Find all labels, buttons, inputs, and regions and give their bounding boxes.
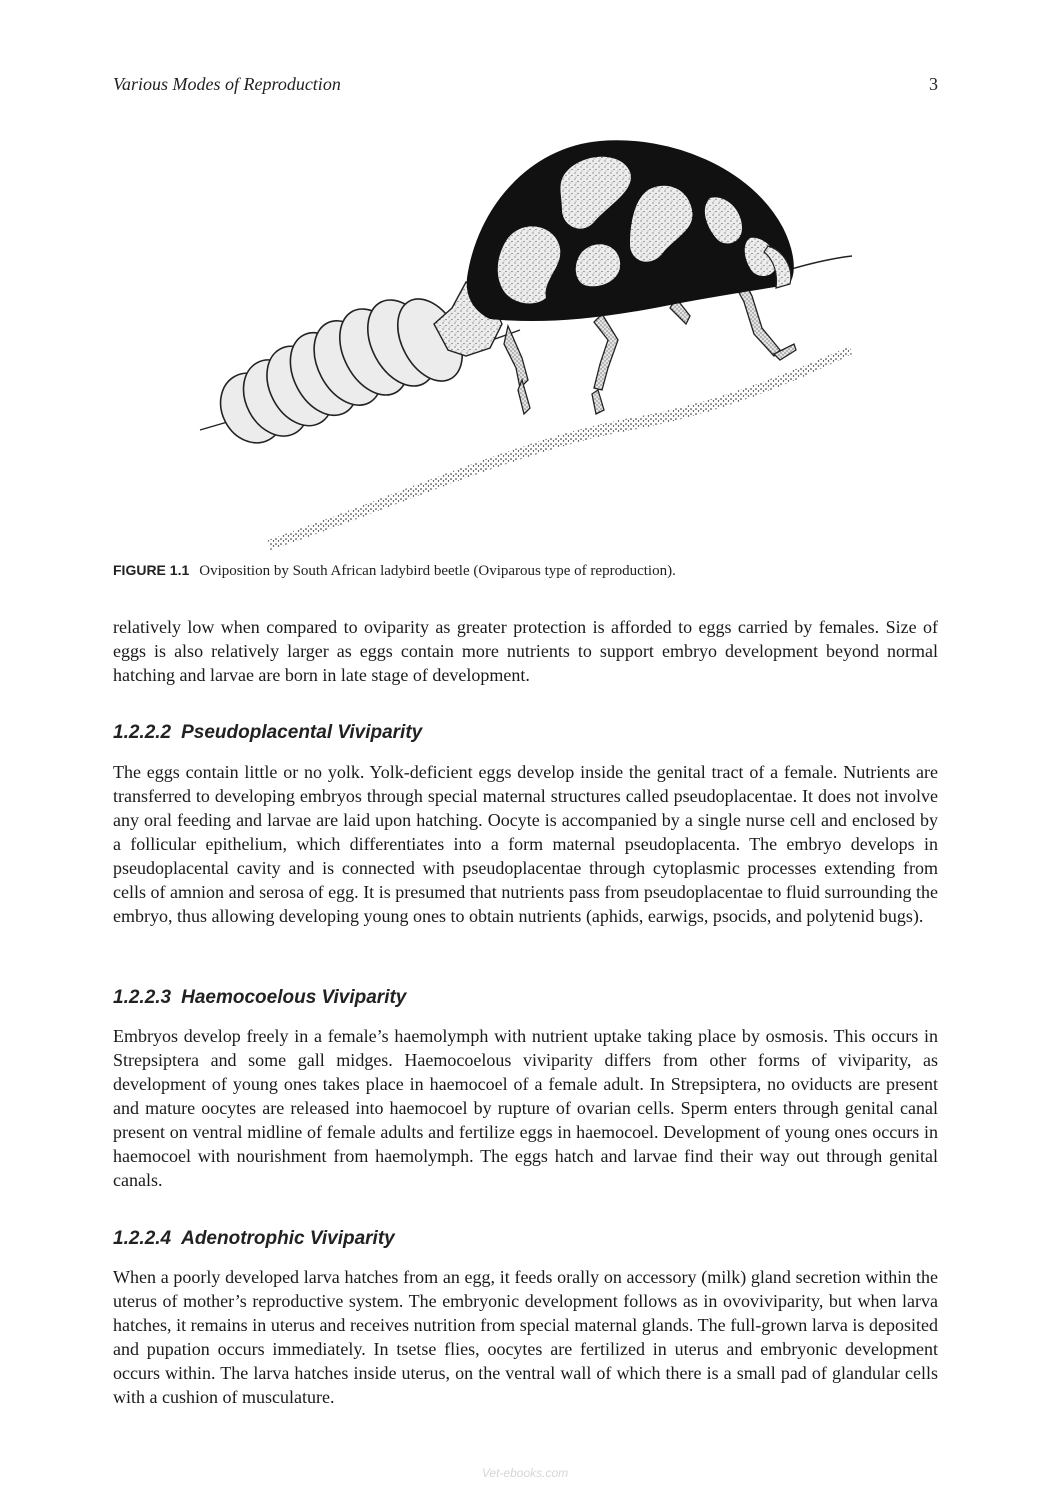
section-paragraph: When a poorly developed larva hatches from an egg, it feeds orally on accessory (milk) gland secretion within the uterus of mother’s reproductive system. The embryonic development follows as in ovoviviparity, but when larva hatches, it remains in uterus and receives nutrition from special maternal glands. The full-grown larva is deposited and pupation occurs immediately. In tsetse flies, oocytes are fertilized in uterus and embryonic development occurs within. The larva hatches inside uterus, on the ventral wall of which there is a small pad of glandular cells with a cushion of musculature. — [113, 1267, 938, 1407]
section-heading — [113, 722, 938, 744]
watermark: Vet-ebooks.com — [481, 1466, 569, 1480]
body-paragraph: relatively low when compared to oviparity as greater protection is afforded to eggs carried by females. Size of eggs is also relatively larger as eggs contain more nutrients to support embryo development beyond normal hatching and larvae are born in late stage of development. — [113, 617, 938, 685]
figure-caption-text: Oviposition by South African ladybird beetle (Oviparous type of reproduction). — [199, 563, 676, 579]
section-title: Adenotrophic Viviparity — [181, 1228, 395, 1249]
figure-label: FIGURE 1.1 — [113, 562, 190, 578]
figure-caption — [113, 562, 938, 580]
section-heading — [113, 1228, 938, 1250]
section-number: 1.2.2.3 — [113, 987, 172, 1008]
section-number: 1.2.2.2 — [113, 722, 172, 743]
section-heading — [113, 987, 938, 1009]
section-title: Pseudoplacental Viviparity — [181, 722, 423, 743]
section-paragraph: Embryos develop freely in a female’s haemolymph with nutrient uptake taking place by osmosis. This occurs in Strepsiptera and some gall midges. Haemocoelous viviparity differs from other forms of viviparity, as development of young ones takes place in haemocoel of a female adult. In Strepsiptera, no oviducts are present and mature oocytes are released into haemocoel by rupture of ovarian cells. Sperm enters through genital canal present on ventral midline of female adults and fertilize eggs in haemocoel. Development of young ones occurs in haemocoel with nourishment from haemolymph. The eggs hatch and larvae find their way out through genital canals. — [113, 1026, 938, 1190]
section-number: 1.2.2.4 — [113, 1228, 172, 1249]
running-title: Various Modes of Reproduction — [113, 74, 341, 94]
egg-batch — [209, 288, 476, 454]
section-title: Haemocoelous Viviparity — [181, 987, 407, 1008]
ladybird-illustration — [190, 118, 860, 550]
section-paragraph: The eggs contain little or no yolk. Yolk-deficient eggs develop inside the genital tract of a female. Nutrients are transferred to developing embryos through special maternal structures called pseudoplacentae. It does not involve any oral feeding and larvae are laid upon hatching. Oocyte is accompanied by a single nurse cell and enclosed by a follicular epithelium, which differentiates into a form maternal pseudoplacenta. The embryo develops in pseudoplacental cavity and is connected with pseudoplacentae through cytoplasmic processes extending from cells of amnion and serosa of egg. It is presumed that nutrients pass from pseudoplacentae to fluid surrounding the embryo, thus allowing developing young ones to obtain nutrients (aphids, earwigs, psocids, and polytenid bugs). — [113, 762, 938, 926]
page-number: 3 — [929, 74, 938, 94]
